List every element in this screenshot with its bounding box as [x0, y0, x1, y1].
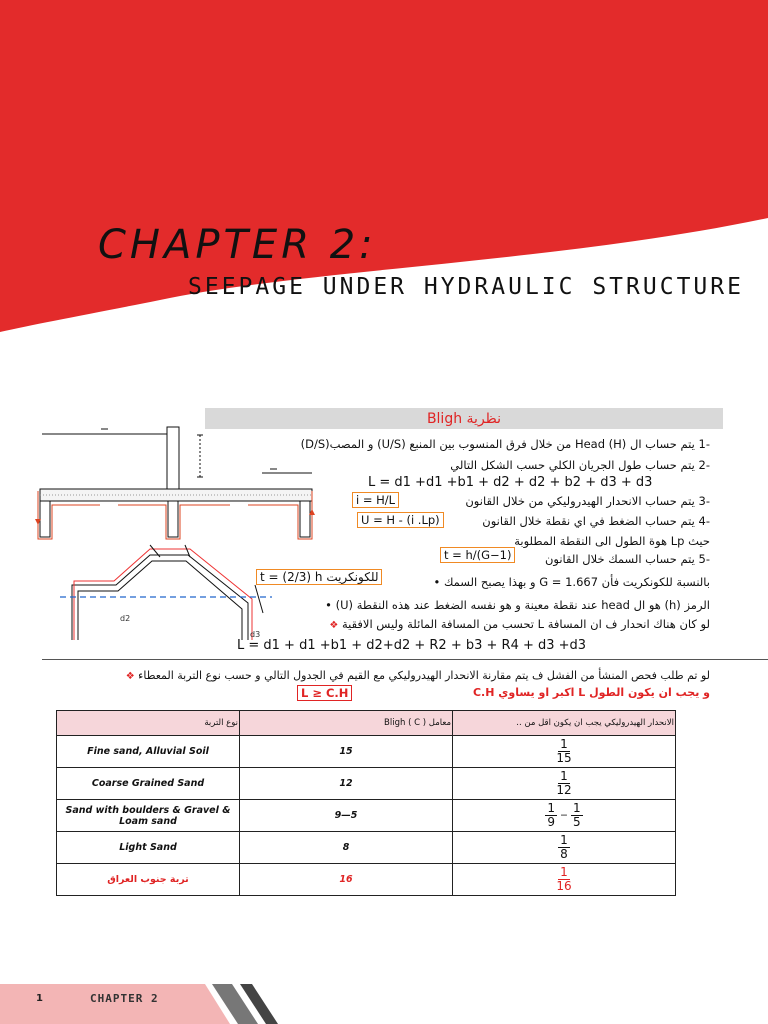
coefficient-cell: 16 [240, 864, 453, 896]
step-5: -5 يتم حساب السمك خلال القانون [544, 552, 710, 566]
coefficient-cell: 8 [240, 832, 453, 864]
table-row [57, 736, 676, 768]
ratio-cell: $\frac{1}{8}$ [453, 832, 676, 864]
bligh-table [56, 710, 676, 896]
step-4: -4 يتم حساب الضغط في اي نقطة خلال القانون [482, 514, 710, 528]
check-note: لو تم طلب فحص المنشأ من الفشل ف يتم مقارنة الانحدار الهيدروليكي مع القيم في الجدول التالي و حسب نوع التربة المعطاء ❖ [125, 669, 710, 682]
soil-cell: Coarse Grained Sand [57, 768, 240, 800]
table-row [57, 800, 676, 832]
step-2: -2 يتم حساب طول الجريان الكلي حسب الشكل التالي [450, 458, 710, 472]
chapter-subtitle: SEEPAGE UNDER HYDRAULIC STRUCTURE [188, 274, 744, 300]
page-number: 1 [36, 993, 43, 1004]
ratio-cell: $\frac{1}{16}$ [453, 864, 676, 896]
formula-thickness: t = h/(G−1) [440, 547, 515, 563]
chapter-title: CHAPTER 2: [98, 222, 377, 268]
table-row [57, 864, 676, 896]
bullet-concrete: بالنسبة للكونكريت فأن G = 1.667 و بهذا يصبح السمك • [433, 575, 710, 589]
col-hydraulic-gradient: الانحدار الهيدروليكي يجب ان يكون اقل من .. [453, 711, 676, 736]
condition-note: و يجب ان يكون الطول L اكبر او يساوي C.H [472, 686, 710, 699]
col-soil-type: نوع التربة [57, 711, 240, 736]
bullet-head-symbol: الرمز (h) هو ال head عند نقطة معينة و هو نفسه الضغط عند هذه النقطة (U) • [325, 598, 710, 612]
footer-chapter: CHAPTER 2 [90, 992, 159, 1005]
table-row [57, 768, 676, 800]
coefficient-cell: 12 [240, 768, 453, 800]
formula-pressure: U = H - (i .Lp) [357, 512, 444, 528]
soil-cell: تربة جنوب العراق [57, 864, 240, 896]
step-3: -3 يتم حساب الانحدار الهيدروليكي من خلال القانون [465, 494, 710, 508]
formula-length-slope: L = d1 + d1 +b1 + d2+d2 + R2 + b3 + R4 + d3 +d3 [237, 638, 587, 653]
step-4-note: حيث Lp هوة الطول الى النقطة المطلوبة [514, 534, 710, 548]
section-heading-text: نظرية Bligh [426, 410, 502, 427]
coefficient-cell: 15 [240, 736, 453, 768]
ratio-cell: $\frac{1}{9}$ − $\frac{1}{5}$ [453, 800, 676, 832]
divider [42, 659, 768, 660]
ratio-cell: $\frac{1}{12}$ [453, 768, 676, 800]
label-d2: d2 [120, 614, 131, 623]
coefficient-cell: 9—5 [240, 800, 453, 832]
soil-cell: Sand with boulders & Gravel & Loam sand [57, 800, 240, 832]
seepage-diagram [0, 425, 330, 665]
label-d3: d3 [250, 630, 261, 639]
col-bligh-coefficient: معامل Bligh ( C ) [240, 711, 453, 736]
soil-cell: Light Sand [57, 832, 240, 864]
bullet-slope: لو كان هناك انحدار ف ان المسافة L تحسب من المسافة المائلة وليس الافقية ❖ [329, 617, 710, 631]
formula-gradient: i = H/L [352, 492, 399, 508]
table-row [57, 832, 676, 864]
soil-cell: Fine sand, Alluvial Soil [57, 736, 240, 768]
formula-length: L = d1 +d1 +b1 + d2 + d2 + b2 + d3 + d3 [368, 475, 653, 490]
step-1: -1 يتم حساب ال Head (H) من خلال فرق المنسوب بين المنبع (U/S) و المصب(D/S) [300, 437, 710, 451]
ratio-cell: $\frac{1}{15}$ [453, 736, 676, 768]
formula-concrete-thickness: t = (2/3) h للكونكريت [256, 569, 382, 585]
condition-formula: L ≥ C.H [297, 685, 352, 701]
